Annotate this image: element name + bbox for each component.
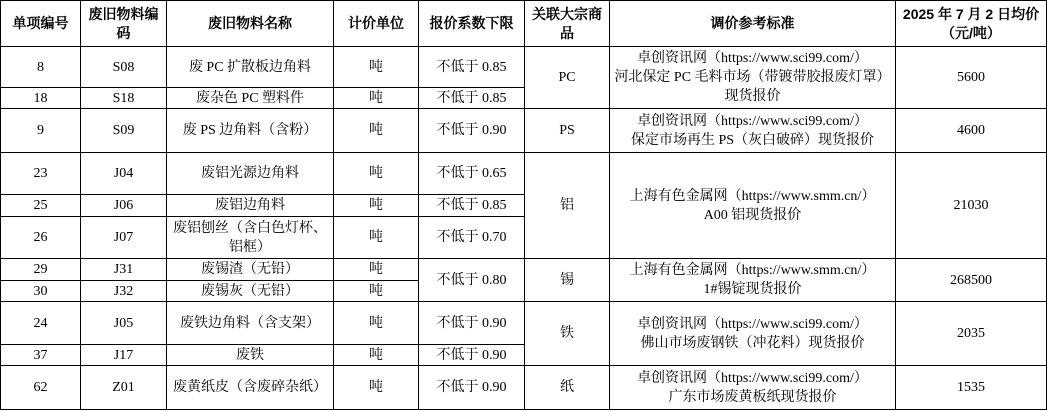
item-no-cell: 29 — [1, 259, 81, 281]
material-name-text: 废铝刨丝（含白色灯杯、铝框） — [173, 220, 327, 255]
coefficient-floor-cell: 不低于 0.90 — [419, 109, 525, 153]
material-code-cell: S18 — [81, 88, 167, 109]
reference-standard-cell — [610, 47, 896, 109]
header-pricing-unit: 计价单位 — [334, 1, 419, 47]
material-code-cell: J32 — [81, 281, 167, 302]
pricing-unit-cell: 吨 — [334, 195, 419, 217]
material-code-cell: J04 — [81, 153, 167, 195]
item-no-cell: 24 — [1, 302, 81, 345]
table-body — [1, 47, 1047, 410]
reference-detail-line: A00 铝现货报价 — [703, 207, 802, 223]
material-name-text: 废铝光源边角料 — [201, 166, 299, 181]
coefficient-floor-cell: 不低于 0.85 — [419, 88, 525, 109]
material-name-cell — [167, 217, 334, 259]
material-code-cell: J05 — [81, 302, 167, 345]
average-price-cell: 5600 — [896, 47, 1047, 109]
reference-standard-cell — [610, 366, 896, 410]
pricing-unit-cell: 吨 — [334, 345, 419, 366]
pricing-unit-cell: 吨 — [334, 88, 419, 109]
item-no-cell: 8 — [1, 47, 81, 88]
header-average-price — [896, 1, 1047, 47]
pricing-unit-cell: 吨 — [334, 302, 419, 345]
reference-standard-cell — [610, 109, 896, 153]
material-code-cell: Z01 — [81, 366, 167, 410]
material-name-text: 废铁 — [236, 347, 264, 363]
pricing-unit-cell: 吨 — [334, 281, 419, 302]
reference-standard-cell — [610, 302, 896, 366]
average-price-cell: 21030 — [896, 153, 1047, 259]
reference-detail-line: 保定市场再生 PS（灰白破碎）现货报价 — [630, 132, 875, 148]
pricing-unit-cell: 吨 — [334, 153, 419, 195]
material-name-text: 废铁边角料（含支架） — [180, 315, 320, 331]
item-no-cell: 9 — [1, 109, 81, 153]
pricing-unit-cell: 吨 — [334, 366, 419, 410]
material-code-cell: J17 — [81, 345, 167, 366]
commodity-cell: 铝 — [525, 153, 610, 259]
reference-source-line: 上海有色金属网（https://www.smm.cn/） — [629, 188, 876, 204]
material-name-cell — [167, 259, 334, 281]
material-code-cell: J07 — [81, 217, 167, 259]
material-name-text: 废杂色 PC 塑料件 — [195, 90, 305, 106]
material-name-cell — [167, 366, 334, 410]
header-coefficient-floor: 报价系数下限 — [419, 1, 525, 47]
average-price-cell: 4600 — [896, 109, 1047, 153]
material-code-cell: S09 — [81, 109, 167, 153]
item-no-cell: 37 — [1, 345, 81, 366]
table-row — [1, 109, 1047, 153]
coefficient-floor-cell: 不低于 0.90 — [419, 302, 525, 345]
material-name-cell — [167, 47, 334, 88]
reference-source-line: 卓创资讯网（https://www.sci99.com/） — [637, 113, 868, 129]
material-name-cell — [167, 345, 334, 366]
header-average-price-unit: （元/吨） — [941, 24, 1001, 41]
item-no-cell: 18 — [1, 88, 81, 109]
commodity-cell: 铁 — [525, 302, 610, 366]
header-reference-standard: 调价参考标准 — [610, 1, 896, 47]
coefficient-floor-cell: 不低于 0.90 — [419, 366, 525, 410]
pricing-unit-cell: 吨 — [334, 259, 419, 281]
reference-source-line: 上海有色金属网（https://www.smm.cn/） — [629, 263, 876, 278]
reference-detail-line: 河北保定 PC 毛料市场（带镀带胶报废灯罩） — [614, 70, 891, 85]
average-price-cell: 2035 — [896, 302, 1047, 366]
material-code-cell: J06 — [81, 195, 167, 217]
table-row — [1, 366, 1047, 410]
reference-detail-line: 佛山市场废钢铁（冲花料）现货报价 — [640, 335, 865, 351]
material-name-cell — [167, 153, 334, 195]
material-name-text: 废黄纸皮（含废碎杂纸） — [173, 380, 327, 395]
header-row — [1, 1, 1047, 47]
material-code-cell: J31 — [81, 259, 167, 281]
table-row — [1, 302, 1047, 345]
reference-standard-cell — [610, 153, 896, 259]
header-material-code — [81, 1, 167, 47]
reference-source-line: 卓创资讯网（https://www.sci99.com/） — [637, 370, 868, 386]
item-no-cell: 25 — [1, 195, 81, 217]
table-row — [1, 47, 1047, 88]
pricing-unit-cell: 吨 — [334, 109, 419, 153]
commodity-cell: 纸 — [525, 366, 610, 410]
header-material-name: 废旧物料名称 — [167, 1, 334, 47]
material-name-cell — [167, 88, 334, 109]
coefficient-floor-cell: 不低于 0.85 — [419, 195, 525, 217]
material-name-cell — [167, 302, 334, 345]
reference-detail-line: 现货报价 — [724, 89, 781, 104]
material-name-text: 废 PS 边角料（含粉） — [182, 123, 318, 138]
item-no-cell: 30 — [1, 281, 81, 302]
pricing-unit-cell: 吨 — [334, 47, 419, 88]
material-name-cell — [167, 195, 334, 217]
table-row — [1, 259, 1047, 281]
table-row — [1, 153, 1047, 195]
material-name-text: 废铝边角料 — [215, 198, 285, 213]
reference-detail-line: 1#锡锭现货报价 — [703, 282, 802, 297]
header-commodity — [525, 1, 610, 47]
coefficient-floor-cell: 不低于 0.70 — [419, 217, 525, 259]
header-item-no: 单项编号 — [1, 1, 81, 47]
coefficient-floor-cell: 不低于 0.65 — [419, 153, 525, 195]
material-name-text: 废 PC 扩散板边角料 — [188, 59, 312, 75]
material-name-text: 废锡渣（无铅） — [201, 262, 299, 277]
coefficient-floor-cell: 不低于 0.85 — [419, 47, 525, 88]
reference-source-line: 卓创资讯网（https://www.sci99.com/） — [637, 316, 868, 332]
material-name-cell — [167, 281, 334, 302]
table-header — [1, 1, 1047, 47]
item-no-cell: 62 — [1, 366, 81, 410]
reference-source-line: 卓创资讯网（https://www.sci99.com/） — [637, 51, 868, 66]
reference-standard-cell — [610, 259, 896, 302]
item-no-cell: 26 — [1, 217, 81, 259]
material-code-cell: S08 — [81, 47, 167, 88]
material-name-text: 废锡灰（无铅） — [201, 283, 299, 299]
coefficient-floor-cell: 不低于 0.80 — [419, 259, 525, 302]
material-name-cell — [167, 109, 334, 153]
pricing-unit-cell: 吨 — [334, 217, 419, 259]
header-material-code-label: 废旧物料编码 — [88, 5, 159, 41]
commodity-cell: PC — [525, 47, 610, 109]
item-no-cell: 23 — [1, 153, 81, 195]
header-average-price-date: 2025 年 7 月 2 日均价 — [902, 5, 1040, 22]
reference-detail-line: 广东市场废黄板纸现货报价 — [668, 389, 837, 405]
commodity-cell: PS — [525, 109, 610, 153]
average-price-cell: 1535 — [896, 366, 1047, 410]
commodity-cell: 锡 — [525, 259, 610, 302]
header-commodity-label: 关联大宗商品 — [532, 5, 602, 41]
coefficient-floor-cell: 不低于 0.90 — [419, 345, 525, 366]
average-price-cell: 268500 — [896, 259, 1047, 302]
